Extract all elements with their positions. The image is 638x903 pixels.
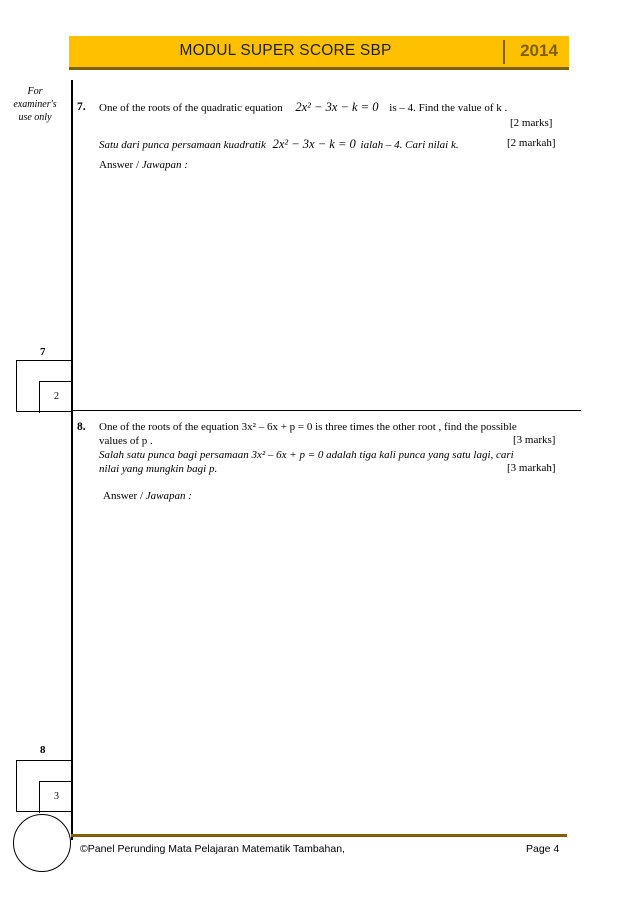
question-divider xyxy=(71,410,581,411)
examiner-note-line1: For xyxy=(27,86,43,97)
q8-line1: One of the roots of the equation 3x² – 6x + p = 0 is three times the other root , find the possible xyxy=(99,421,517,433)
total-marks-circle xyxy=(13,814,71,872)
q8-answer-label xyxy=(103,490,192,502)
q7-equation: 2x² − 3x − k = 0 xyxy=(295,100,379,114)
q7-box-number: 7 xyxy=(40,346,46,358)
footer-credit: ©Panel Perunding Mata Pelajaran Matematik Tambahan, xyxy=(80,843,345,855)
q7-answer-en: Answer / xyxy=(99,159,140,171)
q7-text-before: One of the roots of the quadratic equation xyxy=(99,102,283,114)
page-number: Page 4 xyxy=(526,843,560,855)
q7-marks-box xyxy=(16,360,72,412)
header-divider xyxy=(503,40,505,64)
module-title: MODUL SUPER SCORE SBP xyxy=(179,42,392,59)
header-banner xyxy=(69,36,569,70)
q7-number: 7. xyxy=(77,101,86,113)
q7-malay-marks: [2 markah] xyxy=(507,137,556,149)
examiner-note-line2: examiner's xyxy=(13,99,57,110)
q8-box-number: 8 xyxy=(40,744,46,756)
examiner-note xyxy=(2,85,68,124)
q7-answer-label xyxy=(99,159,188,171)
q7-malay-equation: 2x² − 3x − k = 0 xyxy=(272,137,356,151)
q8-marks-box xyxy=(16,760,72,812)
q7-line1 xyxy=(99,100,507,115)
q8-answer-en: Answer / xyxy=(103,490,144,502)
examiner-note-line3: use only xyxy=(18,112,52,123)
q8-number: 8. xyxy=(77,421,86,433)
q7-answer-my: Jawapan : xyxy=(141,159,188,171)
footer-rule xyxy=(71,834,567,837)
q8-marks: [3 marks] xyxy=(513,434,556,446)
q8-malay-line1: Salah satu punca bagi persamaan 3x² – 6x + p = 0 adalah tiga kali punca yang satu lagi, cari xyxy=(99,449,514,461)
module-year: 2014 xyxy=(520,41,558,60)
q8-malay-line2: nilai yang mungkin bagi p. xyxy=(99,463,218,475)
q8-answer-my: Jawapan : xyxy=(145,490,192,502)
q8-malay-marks: [3 markah] xyxy=(507,462,556,474)
q7-malay-text: Satu dari punca persamaan kuadratik xyxy=(99,139,266,151)
q8-marks-box-value: 3 xyxy=(39,781,73,813)
q8-line2: values of p . xyxy=(99,435,153,447)
q7-marks: [2 marks] xyxy=(510,117,553,129)
q7-marks-box-value: 2 xyxy=(39,381,73,413)
q7-malay-after: ialah – 4. Cari nilai k. xyxy=(360,139,459,151)
q7-malay-line xyxy=(99,137,459,152)
q7-text-after: is – 4. Find the value of k . xyxy=(389,102,508,114)
margin-line xyxy=(71,80,73,840)
